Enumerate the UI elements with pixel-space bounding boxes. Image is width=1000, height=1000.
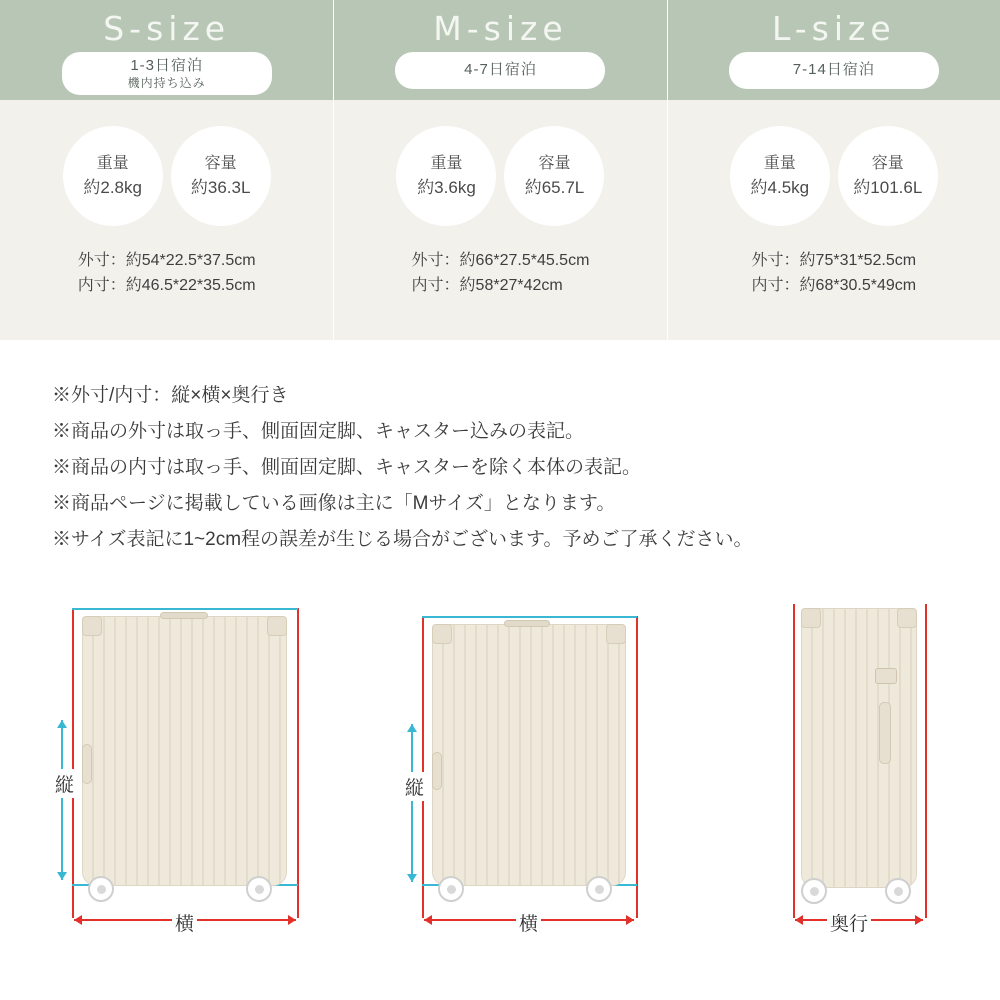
suitcase-body bbox=[432, 624, 626, 886]
illustration-row bbox=[0, 574, 1000, 934]
measure-line-red-left bbox=[793, 604, 795, 918]
note-item: ※商品の外寸は取っ手、側面固定脚、キャスター込みの表記。 bbox=[52, 421, 585, 442]
capacity-label-l: 容量 bbox=[871, 155, 904, 172]
corner-protector-top-right bbox=[606, 624, 626, 644]
side-handle bbox=[432, 752, 442, 790]
inner-dimension-l: 内寸：約68*30.5*49cm bbox=[751, 277, 917, 294]
weight-value-s: 約2.8kg bbox=[83, 178, 142, 197]
spec-body-m bbox=[333, 100, 666, 340]
measure-line-red-left bbox=[422, 616, 424, 918]
wheel-front-right bbox=[246, 876, 272, 902]
spec-table bbox=[0, 0, 1000, 340]
capacity-value-m: 約65.7L bbox=[524, 178, 585, 197]
stay-duration-text-m: 4-7日宿泊 bbox=[464, 61, 537, 78]
measure-line-red-right bbox=[297, 608, 299, 918]
spec-header-s bbox=[0, 0, 333, 100]
suitcase-body bbox=[82, 616, 287, 886]
spec-column-l bbox=[667, 0, 1000, 340]
carry-on-text-s: 機内持ち込み bbox=[127, 76, 206, 90]
spec-circles-s bbox=[63, 126, 271, 226]
measure-line-red-right bbox=[636, 616, 638, 918]
outer-dimension-s: 外寸：約54*22.5*37.5cm bbox=[77, 252, 256, 269]
corner-protector-top-left bbox=[432, 624, 452, 644]
telescopic-handle bbox=[879, 702, 891, 764]
capacity-value-s: 約36.3L bbox=[190, 178, 251, 197]
inner-dimension-m: 内寸：約58*27*42cm bbox=[411, 277, 563, 294]
side-handle bbox=[82, 744, 92, 784]
weight-label-m: 重量 bbox=[430, 155, 463, 172]
spec-circles-m bbox=[396, 126, 604, 226]
corner-protector-top-left bbox=[82, 616, 102, 636]
spec-body-s bbox=[0, 100, 333, 340]
spec-column-m bbox=[333, 0, 666, 340]
measure-line-blue-top bbox=[72, 608, 298, 610]
capacity-circle-m bbox=[504, 126, 604, 226]
weight-circle-m bbox=[396, 126, 496, 226]
corner-protector-top-right bbox=[267, 616, 287, 636]
weight-label-l: 重量 bbox=[763, 155, 796, 172]
inner-dimension-s: 内寸：約46.5*22*35.5cm bbox=[77, 277, 256, 294]
weight-circle-l bbox=[730, 126, 830, 226]
stay-duration-pill-s bbox=[62, 52, 272, 95]
spec-header-l bbox=[667, 0, 1000, 100]
weight-circle-s bbox=[63, 126, 163, 226]
stay-duration-pill-m bbox=[395, 52, 605, 89]
top-handle bbox=[160, 612, 208, 619]
notes-list bbox=[52, 378, 1000, 558]
capacity-circle-l bbox=[838, 126, 938, 226]
capacity-circle-s bbox=[171, 126, 271, 226]
note-item: ※外寸/内寸：縦×横×奥行き bbox=[52, 385, 289, 406]
capacity-label-m: 容量 bbox=[538, 155, 571, 172]
suitcase-side-view bbox=[775, 594, 950, 934]
width-label-left: 横 bbox=[172, 908, 197, 937]
tsa-lock-icon bbox=[875, 668, 897, 684]
top-handle bbox=[504, 620, 550, 627]
suitcase-ribs bbox=[802, 609, 916, 887]
suitcase-front-right bbox=[405, 594, 658, 935]
corner-protector-top-left bbox=[801, 608, 821, 628]
weight-value-m: 約3.6kg bbox=[417, 178, 476, 197]
suitcase-ribs bbox=[83, 617, 286, 885]
wheel-front-right bbox=[586, 876, 612, 902]
size-title-l: L-size bbox=[771, 9, 896, 48]
stay-duration-text-s: 1-3日宿泊 bbox=[130, 57, 203, 74]
note-item: ※商品ページに掲載している画像は主に「Mサイズ」となります。 bbox=[52, 493, 616, 514]
note-item: ※商品の内寸は取っ手、側面固定脚、キャスターを除く本体の表記。 bbox=[52, 457, 642, 478]
note-item: ※サイズ表記に1~2cm程の誤差が生じる場合がございます。予めご了承ください。 bbox=[52, 529, 753, 550]
suitcase-body bbox=[801, 608, 917, 888]
corner-protector-top-right bbox=[897, 608, 917, 628]
spec-column-s bbox=[0, 0, 333, 340]
measure-line-red-left bbox=[72, 608, 74, 918]
measure-line-blue-top bbox=[422, 616, 637, 618]
height-arrow bbox=[61, 720, 63, 880]
wheel-front-left bbox=[88, 876, 114, 902]
spec-body-l bbox=[667, 100, 1000, 340]
suitcase-ribs bbox=[433, 625, 625, 885]
weight-value-l: 約4.5kg bbox=[750, 178, 810, 197]
measure-line-red-right bbox=[925, 604, 927, 918]
size-title-s: S-size bbox=[103, 9, 231, 48]
outer-dimension-m: 外寸：約66*27.5*45.5cm bbox=[411, 252, 590, 269]
suitcase-front-left bbox=[55, 594, 320, 935]
height-label-left: 縦 bbox=[52, 769, 77, 798]
height-arrow bbox=[411, 724, 413, 882]
capacity-label-s: 容量 bbox=[204, 155, 237, 172]
stay-duration-pill-l bbox=[729, 52, 939, 89]
spec-circles-l bbox=[730, 126, 938, 226]
wheel-front-left bbox=[438, 876, 464, 902]
depth-label: 奥行 bbox=[827, 908, 871, 937]
wheel-side-left bbox=[801, 878, 827, 904]
outer-dimension-l: 外寸：約75*31*52.5cm bbox=[751, 252, 917, 269]
width-label-right: 横 bbox=[516, 908, 541, 937]
dimensions-m bbox=[412, 248, 590, 298]
spec-header-m bbox=[333, 0, 666, 100]
height-label-right: 縦 bbox=[402, 772, 427, 801]
wheel-side-right bbox=[885, 878, 911, 904]
capacity-value-l: 約101.6L bbox=[853, 178, 923, 197]
size-title-m: M-size bbox=[433, 9, 568, 48]
dimensions-l bbox=[752, 248, 917, 298]
weight-label-s: 重量 bbox=[96, 155, 129, 172]
dimensions-s bbox=[78, 248, 256, 298]
stay-duration-text-l: 7-14日宿泊 bbox=[792, 61, 875, 78]
